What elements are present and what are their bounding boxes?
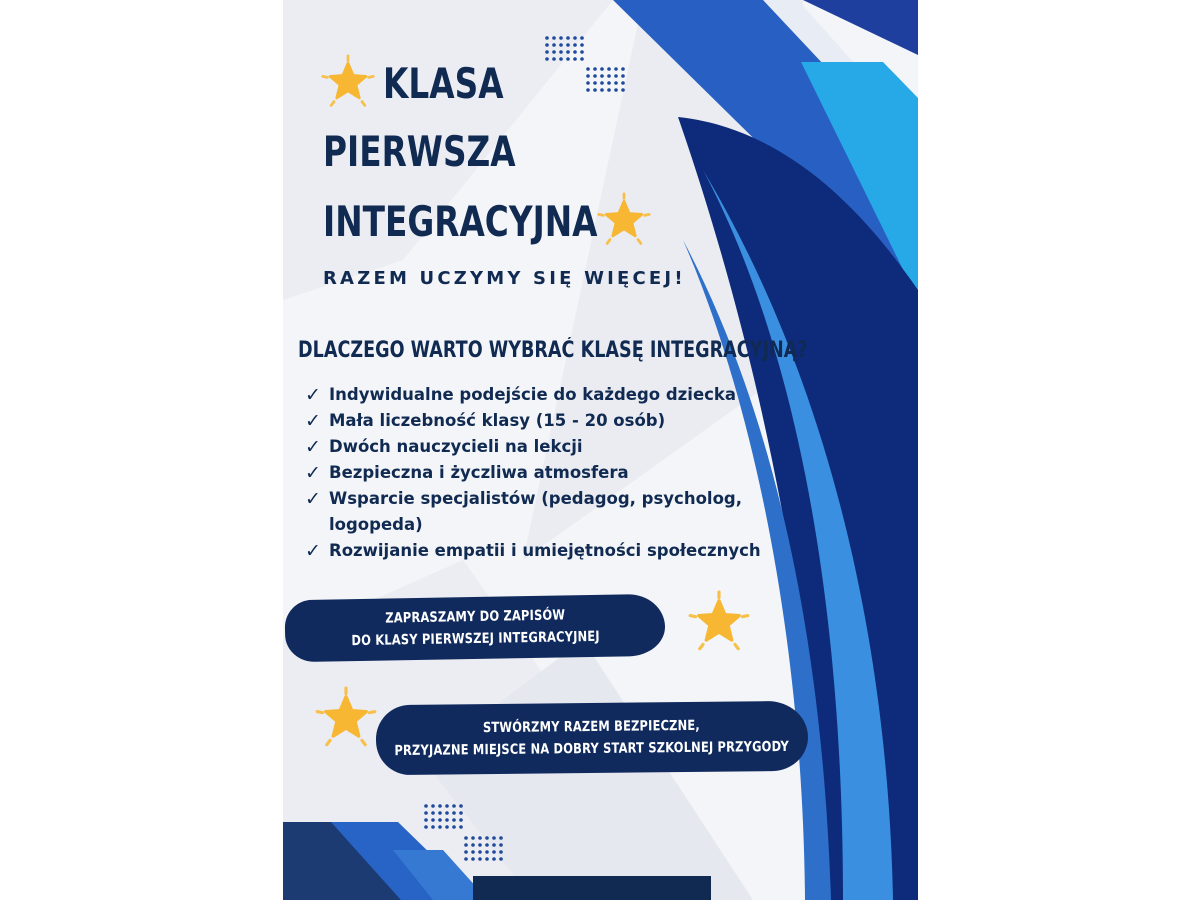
dot-grid-icon	[545, 36, 593, 68]
star-icon	[320, 54, 376, 110]
benefit-text: Rozwijanie empatii i umiejętności społecznych	[329, 541, 761, 560]
list-item	[305, 434, 905, 460]
checkmark-icon: ✓	[305, 384, 321, 406]
checkmark-icon: ✓	[305, 436, 321, 458]
invite-line-1: ZAPRASZAMY DO ZAPISÓW	[384, 607, 565, 627]
benefit-text: Mała liczebność klasy (15 - 20 osób)	[329, 411, 666, 430]
title-line-2: PIERWSZA	[323, 127, 516, 176]
star-icon	[314, 686, 378, 750]
list-item	[305, 486, 775, 538]
star-icon	[687, 590, 751, 654]
checkmark-icon: ✓	[305, 462, 321, 484]
closing-text	[395, 714, 790, 762]
closing-banner	[376, 701, 809, 776]
poster	[283, 0, 918, 900]
dot-grid-icon	[586, 67, 634, 99]
list-item	[305, 538, 905, 564]
subtitle: RAZEM UCZYMY SIĘ WIĘCEJ!	[323, 268, 686, 289]
checkmark-icon: ✓	[305, 488, 321, 510]
title-line-1: KLASA	[383, 59, 504, 108]
question-heading: DLACZEGO WARTO WYBRAĆ KLASĘ INTEGRACYJNĄ?	[298, 338, 808, 363]
benefit-text: Indywidualne podejście do każdego dziecka	[329, 385, 737, 404]
benefit-text: Wsparcie specjalistów (pedagog, psycholog, logopeda)	[329, 489, 742, 534]
invite-text	[350, 604, 599, 652]
closing-line-1: STWÓRZMY RAZEM BEZPIECZNE,	[483, 717, 701, 737]
invite-line-2: DO KLASY PIERWSZEJ INTEGRACYJNEJ	[350, 628, 600, 650]
checkmark-icon: ✓	[305, 540, 321, 562]
benefits-list	[305, 382, 905, 564]
benefit-text: Bezpieczna i życzliwa atmosfera	[329, 463, 629, 482]
checkmark-icon: ✓	[305, 410, 321, 432]
list-item	[305, 460, 905, 486]
dot-grid-icon	[424, 804, 472, 836]
benefit-text: Dwóch nauczycieli na lekcji	[329, 437, 583, 456]
invite-banner	[284, 594, 665, 663]
list-item	[305, 408, 905, 434]
list-item	[305, 382, 905, 408]
star-icon	[596, 192, 652, 248]
closing-line-2: PRZYJAZNE MIEJSCE NA DOBRY START SZKOLNEJ PRZYGODY	[394, 738, 790, 760]
dot-grid-icon	[464, 836, 512, 868]
title-line-3: INTEGRACYJNA	[323, 197, 598, 246]
block-navy-bottom-center	[473, 876, 711, 900]
